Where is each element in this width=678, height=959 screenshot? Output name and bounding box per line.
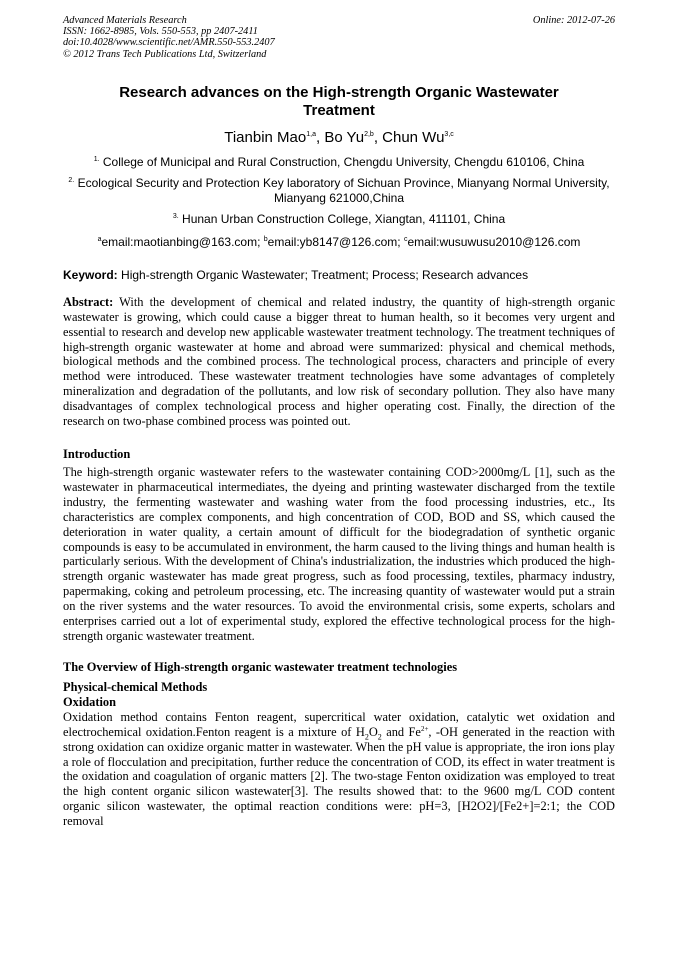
email-text: email:maotianbing@163.com; xyxy=(101,234,264,249)
author-superscript: 2,b xyxy=(364,130,374,138)
introduction-heading: Introduction xyxy=(63,446,131,461)
affiliation-marker: 1. xyxy=(93,155,100,163)
subscript: 2 xyxy=(364,732,369,742)
journal-header xyxy=(63,15,615,60)
paper-title: Research advances on the High-strength Organic Wastewater Treatment xyxy=(119,83,559,119)
email-marker: b xyxy=(263,235,268,243)
introduction-paragraph: The high-strength organic wastewater refers to the wastewater containing COD>2000mg/L [1], such as the wastewater in pharmaceutical intermediates, the dyeing and printing wastewater discharged from the textile industry, the fermenting wastewater and washing water from the food processing industries, etc., Its characteristics are complex components, and high concentration of COD, BOD and SS, which caused the deterioration in water quality, a certain amount of difficult for the biodegradation of synthetic organic compounds is easy to be accumulated in environment, the harm caused to the living things and human health is particularly serious. With the development of China's industrialization, the industries which produced the high-strength organic wastewater has made great progress, such as food processing, textiles, pharmacy industry, papermaking, coking and petroleum processing, etc. The increasing quantity of wastewater would put a strain on the river systems and the water resources. To avoid the environmental crisis, some experts, scholars and enterprises carried out a lot of experimental study, explored the effective technological process for the high-strength organic wastewater treatment. xyxy=(63,464,615,643)
email-text: email:yb8147@126.com; xyxy=(267,234,404,249)
oxidation-paragraph xyxy=(63,710,615,829)
email-marker: a xyxy=(97,235,102,243)
affiliation-text: College of Municipal and Rural Construction, Chengdu University, Chengdu 610106, China xyxy=(102,154,585,169)
email-line xyxy=(63,235,615,250)
oxidation-text: and Fe xyxy=(381,724,421,739)
affiliation-text: Hunan Urban Construction College, Xiangtan, 411101, China xyxy=(182,211,506,226)
journal-name: Advanced Materials Research xyxy=(63,15,187,26)
affiliation-marker: 3. xyxy=(172,212,179,220)
affiliation-3 xyxy=(63,212,615,227)
affiliation-2 xyxy=(63,176,615,206)
author-superscript: 1,a xyxy=(306,130,316,138)
abstract-label: Abstract: xyxy=(63,294,114,309)
keyword-label: Keyword: xyxy=(63,267,118,282)
abstract-text: With the development of chemical and related industry, the quantity of high-strength organic wastewater is growing, which could cause a bigger threat to human health, so it becomes very urgent and essential to research and develop new applicable wastewater treatment technology. The treatment techniques of high-strength organic wastewater at home and abroad were summarized: physical and chemical methods, biological methods and the combined process. The technological process, characters and principle of every method were introduced. These wastewater treatment technologies have some advantages of completely mineralization and degradation of the pollutants, and low risk of secondary pollution. They also have many disadvantages of complex technological process and higher operating cost. Finally, the direction of the research on two-phase combined process was pointed out. xyxy=(63,294,616,429)
author-name: Tianbin Mao xyxy=(224,128,307,146)
oxidation-text: , -OH generated in the reaction with strong oxidation can oxidize organic matter in wastewater. When the pH value is appropriate, the iron ions play a role of flocculation and precipitation, further reduce the concentration of COD, its effect in water treatment is the oxidation and coagulation of organic matters [2]. The two-stage Fenton oxidization was employed to treat the high content organic silicon wastewater[3]. The results showed that: to the 9600 mg/L COD content organic silicon wastewater, the optimal reaction conditions were: pH=3, [H2O2]/[Fe2+]=2:1; the COD removal xyxy=(63,724,615,829)
doi-line: doi:10.4028/www.scientific.net/AMR.550-553.2407 xyxy=(63,37,275,49)
keyword-text: High-strength Organic Wastewater; Treatment; Process; Research advances xyxy=(121,267,529,282)
issn-line: ISSN: 1662-8985, Vols. 550-553, pp 2407-2411 xyxy=(63,26,258,38)
overview-heading: The Overview of High-strength organic wastewater treatment technologies xyxy=(63,659,458,674)
subsection-heading: Physical-chemical Methods xyxy=(63,679,208,694)
affiliation-marker: 2. xyxy=(68,176,75,184)
email-text: email:wusuwusu2010@126.com xyxy=(407,234,581,249)
online-date: Online: 2012-07-26 xyxy=(532,15,615,26)
author-superscript: 3,c xyxy=(444,130,454,138)
keyword-line xyxy=(63,268,615,283)
author-name: Chun Wu xyxy=(382,128,445,146)
affiliation-text: Ecological Security and Protection Key laboratory of Sichuan Province, Mianyang Normal University, Mianyang 621000,China xyxy=(77,175,610,205)
subscript: 2 xyxy=(377,732,382,742)
copyright-line: © 2012 Trans Tech Publications Ltd, Switzerland xyxy=(63,48,267,60)
author-list: Tianbin Mao$^{1,a}$, Bo Yu$^{2,b}$, Chun Wu$^{3,c}$ xyxy=(224,128,454,146)
oxidation-text: O xyxy=(368,724,378,739)
superscript: 2+ xyxy=(420,724,429,733)
subsubsection-heading: Oxidation xyxy=(63,694,117,709)
affiliation-1 xyxy=(63,155,615,170)
email-marker: c xyxy=(403,235,408,243)
author-name: Bo Yu xyxy=(324,128,365,146)
oxidation-text: Oxidation method contains Fenton reagent, supercritical water oxidation, catalytic wet oxidation and electrochemical oxidation.Fenton reagent is a mixture of H xyxy=(63,709,615,739)
abstract-paragraph xyxy=(63,295,615,429)
